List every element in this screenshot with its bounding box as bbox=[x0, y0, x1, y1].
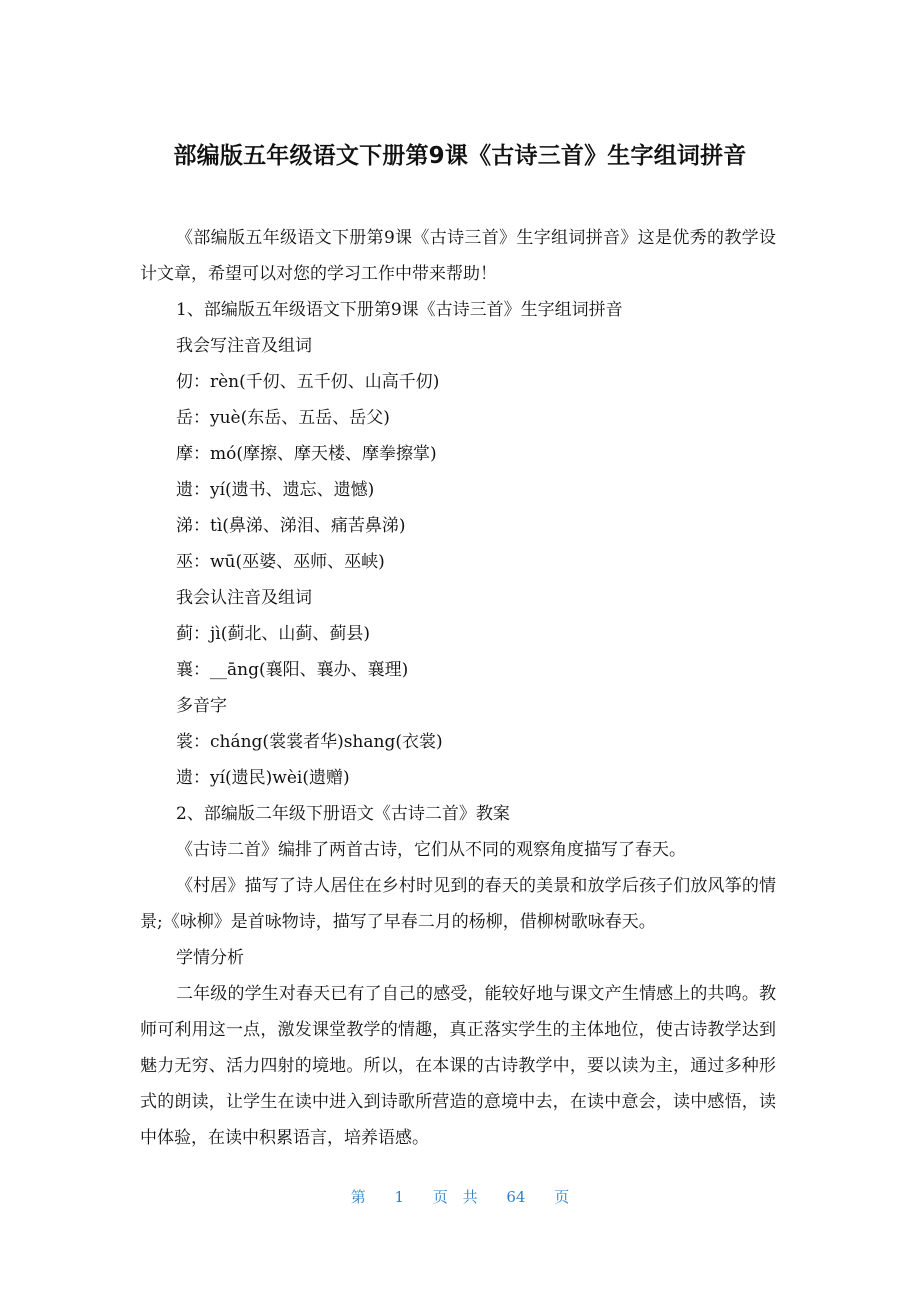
paragraph: 巫：wū(巫婆、巫师、巫峡) bbox=[176, 552, 385, 572]
paragraph: 涕：tì(鼻涕、涕泪、痛苦鼻涕) bbox=[176, 516, 406, 536]
paragraph: 学情分析 bbox=[176, 948, 244, 968]
paragraph: 襄：__āng(襄阳、襄办、襄理) bbox=[176, 660, 409, 680]
paragraph: 裳：cháng(裳裳者华)shang(衣裳) bbox=[176, 732, 443, 752]
paragraph: 摩：mó(摩擦、摩天楼、摩拳擦掌) bbox=[176, 444, 437, 464]
paragraph: 岳：yuè(东岳、五岳、岳父) bbox=[176, 408, 390, 428]
paragraph: 蓟：jì(蓟北、山蓟、蓟县) bbox=[176, 624, 370, 644]
paragraph: 仞：rèn(千仞、五千仞、山高千仞) bbox=[176, 372, 440, 392]
paragraph: 1、部编版五年级语文下册第9课《古诗三首》生字组词拼音 bbox=[176, 300, 623, 320]
footer-suffix: 页 bbox=[554, 1188, 570, 1206]
page-footer bbox=[0, 1184, 920, 1210]
paragraph: 二年级的学生对春天已有了自己的感受，能较好地与课文产生情感上的共鸣。教师可利用这一点，激发课堂教学的情趣，真正落实学生的主体地位，使古诗教学达到魅力无穷、活力四射的境地。所以，在本课的古诗教学中，要以读为主，通过多种形式的朗读，让学生在读中进入到诗歌所营造的意境中去，在读中意会，读中感悟，读中体验，在读中积累语言，培养语感。 bbox=[140, 984, 776, 1148]
footer-total-pages: 64 bbox=[506, 1188, 526, 1206]
paragraph: 我会写注音及组词 bbox=[176, 336, 312, 356]
paragraph: 《部编版五年级语文下册第9课《古诗三首》生字组词拼音》这是优秀的教学设计文章，希望可以对您的学习工作中带来帮助！ bbox=[140, 228, 776, 284]
footer-middle: 页 共 bbox=[432, 1188, 478, 1206]
document-title: 部编版五年级语文下册第9课《古诗三首》生字组词拼音 bbox=[173, 143, 747, 169]
document-body bbox=[140, 220, 776, 1156]
paragraph: 遗：yí(遗书、遗忘、遗憾) bbox=[176, 480, 375, 500]
paragraph: 我会认注音及组词 bbox=[176, 588, 312, 608]
paragraph: 《村居》描写了诗人居住在乡村时见到的春天的美景和放学后孩子们放风筝的情景;《咏柳》是首咏物诗，描写了早春二月的杨柳，借柳树歌咏春天。 bbox=[140, 876, 776, 932]
paragraph: 多音字 bbox=[176, 696, 227, 716]
paragraph: 2、部编版二年级下册语文《古诗二首》教案 bbox=[176, 804, 510, 824]
paragraph: 遗：yí(遗民)wèi(遗赠) bbox=[176, 768, 350, 788]
footer-prefix: 第 bbox=[350, 1188, 366, 1206]
footer-current-page: 1 bbox=[394, 1188, 405, 1206]
paragraph: 《古诗二首》编排了两首古诗，它们从不同的观察角度描写了春天。 bbox=[176, 840, 686, 860]
